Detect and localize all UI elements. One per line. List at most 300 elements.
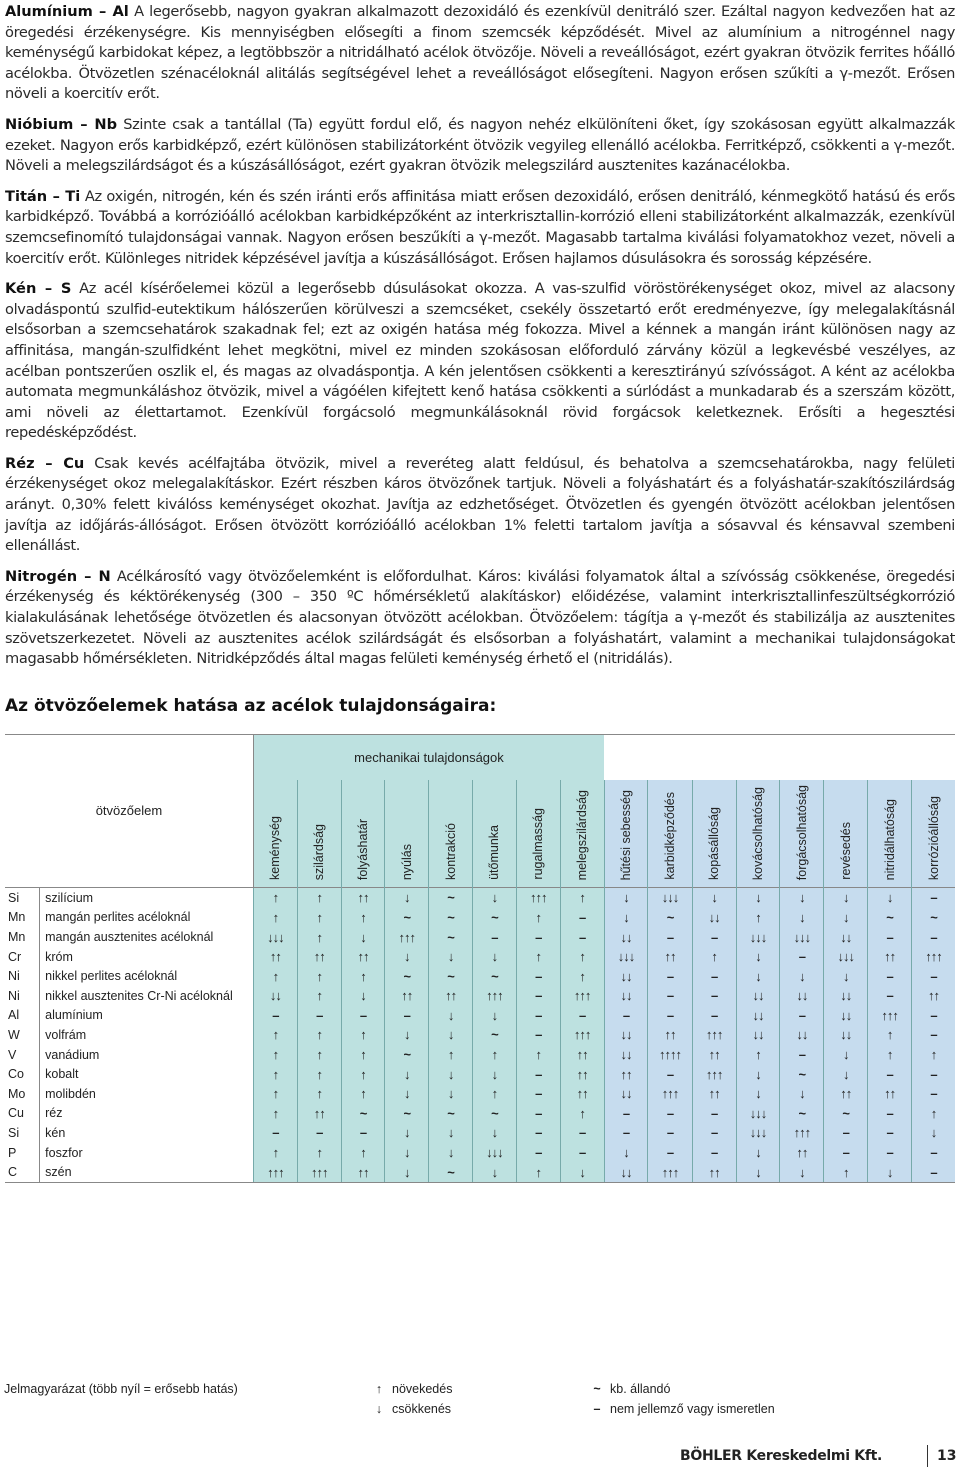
effect-cell — [385, 947, 429, 967]
column-header-label: folyáshatár — [356, 818, 370, 881]
effect-symbol: ↓ — [755, 1066, 761, 1082]
effect-cell — [648, 1025, 692, 1045]
effect-symbol: ↑↑ — [576, 1047, 588, 1063]
effect-cell — [824, 927, 868, 947]
effect-symbol: – — [798, 1047, 805, 1063]
alloy-effects-table — [5, 734, 955, 1183]
effect-symbol: – — [535, 1086, 542, 1102]
table-row — [5, 1006, 955, 1026]
effect-cell — [472, 947, 516, 967]
column-header-label: nitridálhatóság — [882, 798, 897, 881]
effect-symbol: – — [842, 1145, 849, 1161]
effect-cell — [604, 1025, 648, 1045]
effect-symbol: – — [535, 1145, 542, 1161]
effect-symbol: ~ — [666, 909, 674, 925]
effect-symbol: ↓↓ — [840, 929, 852, 945]
effect-cell — [736, 947, 780, 967]
effect-symbol: ↓ — [842, 1066, 849, 1082]
effect-cell — [692, 1104, 736, 1124]
effect-symbol: ↓↓ — [796, 988, 808, 1004]
column-header-label: kopásállóság — [707, 807, 722, 881]
table-row — [5, 1143, 955, 1163]
effect-symbol: ~ — [403, 1105, 411, 1121]
effect-symbol: ↓ — [491, 1125, 498, 1141]
effect-symbol: – — [930, 1145, 937, 1161]
effect-symbol: ↑ — [535, 1047, 542, 1063]
effect-cell — [780, 986, 824, 1006]
effect-symbol: ↑↑↑ — [530, 890, 547, 906]
effect-cell — [560, 1104, 604, 1124]
effect-symbol: ↓ — [447, 1027, 454, 1043]
effect-cell — [297, 1162, 341, 1182]
effect-symbol: ↓ — [404, 1145, 410, 1161]
column-header — [385, 780, 429, 888]
effect-cell — [736, 888, 780, 908]
effect-cell — [736, 1162, 780, 1182]
element-name: kobalt — [45, 1067, 79, 1082]
effect-cell — [604, 986, 648, 1006]
element-symbol: P — [5, 1143, 40, 1163]
effect-cell — [780, 1006, 824, 1026]
effect-symbol: – — [886, 1125, 893, 1141]
effect-cell — [824, 947, 868, 967]
effect-symbol: ↑ — [316, 1047, 322, 1063]
effect-symbol: ↓↓ — [620, 1027, 632, 1043]
effect-cell — [736, 1025, 780, 1045]
effect-symbol: ~ — [491, 1105, 498, 1121]
effect-cell — [604, 1045, 648, 1065]
table-header-row-1 — [5, 734, 955, 780]
effect-cell — [736, 1143, 780, 1163]
effect-cell — [560, 1064, 604, 1084]
column-header — [472, 780, 516, 888]
effect-cell — [648, 1162, 692, 1182]
effect-symbol: – — [272, 1125, 279, 1141]
effect-cell — [341, 986, 385, 1006]
effect-cell — [780, 1143, 824, 1163]
effect-symbol: ↑↑ — [357, 949, 369, 965]
effect-symbol: – — [886, 988, 893, 1004]
effect-symbol: ~ — [491, 1027, 498, 1043]
effect-symbol: ↓ — [447, 1066, 454, 1082]
effect-cell — [868, 966, 912, 986]
paragraph-heading: Titán – Ti — [5, 187, 81, 205]
effect-cell — [385, 1143, 429, 1163]
effect-cell — [560, 1025, 604, 1045]
effect-cell — [516, 986, 560, 1006]
legend-increase — [370, 1382, 452, 1396]
effect-cell — [297, 927, 341, 947]
effect-cell — [297, 1064, 341, 1084]
effect-symbol: ↑ — [579, 890, 585, 906]
element-name: vanádium — [45, 1047, 100, 1062]
effect-cell — [692, 1064, 736, 1084]
effect-symbol: ↓ — [623, 890, 629, 906]
effect-cell — [604, 1143, 648, 1163]
column-header — [868, 780, 912, 888]
effect-symbol: ~ — [403, 1047, 411, 1063]
effect-symbol: – — [622, 1125, 630, 1141]
effect-symbol: ↓ — [404, 1164, 410, 1180]
effect-cell — [297, 908, 341, 928]
effect-cell — [648, 1064, 692, 1084]
effect-symbol: ↓ — [799, 968, 805, 984]
effect-symbol: ~ — [447, 890, 454, 906]
effect-cell — [297, 966, 341, 986]
effect-cell — [736, 1084, 780, 1104]
effect-cell — [868, 1123, 912, 1143]
effect-symbol: ↓ — [799, 1086, 805, 1102]
effect-cell — [516, 1006, 560, 1026]
effect-cell — [736, 908, 780, 928]
footer-brand: BÖHLER Kereskedelmi Kft. — [680, 1448, 883, 1464]
effect-cell — [868, 1064, 912, 1084]
effect-cell — [516, 927, 560, 947]
effect-symbol: ↓↓ — [752, 1007, 764, 1023]
effect-cell — [692, 947, 736, 967]
effect-cell — [692, 1006, 736, 1026]
effect-cell — [341, 927, 385, 947]
effect-symbol: ↓ — [842, 890, 849, 906]
effect-symbol: ↓ — [404, 1125, 410, 1141]
effect-symbol: – — [930, 929, 937, 945]
effect-cell — [516, 966, 560, 986]
effect-symbol: ↓↓ — [752, 1027, 764, 1043]
effect-symbol: ↓↓ — [840, 1007, 852, 1023]
effect-cell — [385, 1104, 429, 1124]
effect-symbol: – — [666, 1105, 674, 1121]
effect-cell — [824, 1162, 868, 1182]
effect-symbol: ↑↑ — [269, 949, 281, 965]
effect-cell — [912, 1104, 955, 1124]
effect-cell — [516, 1064, 560, 1084]
effect-symbol: ↓ — [360, 988, 366, 1004]
paragraph-heading: Kén – S — [5, 280, 72, 298]
effect-symbol: ↑↑↑ — [793, 1125, 811, 1141]
column-header — [516, 780, 560, 888]
effect-cell — [297, 1025, 341, 1045]
effect-symbol: ↓ — [447, 1125, 454, 1141]
effect-symbol: ↑ — [272, 1047, 279, 1063]
effect-symbol: ↓ — [491, 949, 498, 965]
table-row — [5, 1064, 955, 1084]
effect-symbol: – — [710, 1105, 718, 1121]
tilde-icon: ~ — [593, 1382, 601, 1396]
effect-cell — [604, 1123, 648, 1143]
column-header-label: nyúlás — [399, 843, 414, 881]
effect-symbol: ↓↓ — [796, 1027, 808, 1043]
effect-cell — [253, 1162, 297, 1182]
effect-symbol: ↑ — [316, 909, 322, 925]
effect-cell — [648, 986, 692, 1006]
effect-cell — [429, 1104, 473, 1124]
effect-cell — [604, 1064, 648, 1084]
column-header — [604, 780, 648, 888]
effect-symbol: ↑↑↑ — [705, 1027, 723, 1043]
effect-cell — [912, 927, 955, 947]
effect-cell — [604, 888, 648, 908]
effect-cell — [824, 1084, 868, 1104]
arrow-up-icon: ↑ — [375, 1382, 383, 1396]
element-symbol: V — [5, 1045, 40, 1065]
effect-symbol: – — [666, 1007, 674, 1023]
effect-cell — [341, 1045, 385, 1065]
effect-symbol: ↓↓ — [708, 909, 720, 925]
effect-symbol: ↓↓↓ — [661, 890, 679, 906]
effect-symbol: ↓↓↓ — [486, 1145, 503, 1161]
effect-cell — [824, 908, 868, 928]
effect-symbol: ~ — [403, 909, 411, 925]
effect-symbol: ↓ — [842, 968, 849, 984]
effect-cell — [692, 1143, 736, 1163]
effect-symbol: ~ — [491, 968, 498, 984]
effect-cell — [604, 1006, 648, 1026]
table-row — [5, 947, 955, 967]
effect-cell — [560, 1084, 604, 1104]
effect-symbol: ↓ — [755, 968, 761, 984]
effect-symbol: – — [710, 929, 718, 945]
effect-cell — [604, 966, 648, 986]
effect-symbol: – — [359, 1125, 367, 1141]
effect-cell — [824, 1006, 868, 1026]
paragraph-niobium — [5, 115, 955, 177]
effect-cell — [297, 888, 341, 908]
effect-cell — [736, 1123, 780, 1143]
effect-cell — [560, 966, 604, 986]
effect-symbol: ↓ — [755, 890, 761, 906]
effect-cell — [341, 1084, 385, 1104]
effect-symbol: ↑ — [535, 1164, 542, 1180]
effect-symbol: ~ — [447, 1164, 454, 1180]
table-row — [5, 986, 955, 1006]
effect-symbol: – — [710, 1007, 718, 1023]
effect-symbol: – — [272, 1007, 279, 1023]
effect-symbol: ↓ — [711, 890, 717, 906]
effect-cell — [429, 986, 473, 1006]
element-symbol: Cu — [5, 1104, 40, 1124]
effect-symbol: ↑↑ — [928, 988, 939, 1004]
effect-cell — [472, 986, 516, 1006]
effect-symbol: – — [316, 1125, 323, 1141]
effect-symbol: ↑↑↑ — [661, 1086, 679, 1102]
effect-symbol: ↓ — [755, 1145, 761, 1161]
effect-cell — [429, 927, 473, 947]
effect-cell — [604, 908, 648, 928]
effect-cell — [516, 1025, 560, 1045]
effect-cell — [516, 1084, 560, 1104]
effect-symbol: ↓ — [755, 1086, 761, 1102]
column-header — [429, 780, 473, 888]
effect-symbol: – — [930, 968, 937, 984]
element-name: alumínium — [45, 1008, 103, 1023]
effect-cell — [385, 1064, 429, 1084]
column-header-label: korrózióállóság — [926, 795, 941, 881]
effect-cell — [560, 927, 604, 947]
effect-cell — [385, 888, 429, 908]
effect-symbol: ↑ — [316, 968, 322, 984]
effect-symbol: ↑ — [491, 1086, 498, 1102]
effect-symbol: ↓ — [930, 1125, 937, 1141]
effect-symbol: ↑ — [360, 1027, 366, 1043]
effect-symbol: ↓↓ — [620, 968, 632, 984]
effect-cell — [385, 1045, 429, 1065]
effect-cell — [253, 1104, 297, 1124]
effect-symbol: ↑↑ — [313, 1105, 325, 1121]
effect-symbol: ↑ — [360, 1145, 366, 1161]
effect-symbol: ↑ — [360, 909, 366, 925]
effect-symbol: – — [535, 1066, 542, 1082]
effect-symbol: ↑ — [272, 909, 279, 925]
effect-cell — [429, 1045, 473, 1065]
effect-cell — [253, 888, 297, 908]
column-header — [297, 780, 341, 888]
effect-cell — [341, 908, 385, 928]
effect-cell — [560, 1143, 604, 1163]
effect-cell — [253, 1084, 297, 1104]
effect-cell — [253, 908, 297, 928]
effect-symbol: – — [930, 1164, 937, 1180]
effect-symbol: – — [886, 1105, 893, 1121]
effect-cell — [297, 947, 341, 967]
header-spacer — [604, 734, 955, 780]
effect-symbol: ↑ — [272, 1066, 279, 1082]
effect-symbol: – — [535, 988, 542, 1004]
effect-cell — [648, 908, 692, 928]
effect-symbol: ↑ — [360, 1066, 366, 1082]
effect-symbol: – — [535, 929, 542, 945]
effect-symbol: ↓ — [404, 890, 410, 906]
element-symbol: Mn — [5, 927, 40, 947]
effect-symbol: – — [579, 1125, 586, 1141]
effect-cell — [780, 966, 824, 986]
effect-symbol: – — [535, 968, 542, 984]
effect-symbol: ↑↑ — [884, 949, 896, 965]
effect-symbol: ↑ — [755, 909, 761, 925]
effect-cell — [648, 1045, 692, 1065]
effect-symbol: ↓ — [799, 1164, 805, 1180]
effect-cell — [560, 888, 604, 908]
effect-symbol: – — [316, 1007, 323, 1023]
effect-cell — [429, 947, 473, 967]
effect-symbol: – — [710, 988, 718, 1004]
effect-symbol: ↓ — [886, 1164, 893, 1180]
effect-cell — [385, 966, 429, 986]
effect-cell — [516, 908, 560, 928]
effect-cell — [868, 1045, 912, 1065]
table-row — [5, 1162, 955, 1182]
effect-symbol: ↑ — [316, 929, 322, 945]
effect-symbol: – — [622, 1007, 630, 1023]
effect-symbol: – — [666, 1125, 674, 1141]
effect-symbol: ↓ — [579, 1164, 585, 1180]
effect-symbol: ↓↓ — [620, 1164, 632, 1180]
effect-cell — [385, 927, 429, 947]
legend-constant-label: kb. állandó — [610, 1382, 671, 1396]
effect-cell — [253, 1123, 297, 1143]
effect-cell — [253, 966, 297, 986]
legend-decrease — [370, 1402, 451, 1416]
effect-cell — [648, 1084, 692, 1104]
effect-cell — [297, 1104, 341, 1124]
effect-symbol: ↑ — [272, 968, 279, 984]
effect-cell — [780, 947, 824, 967]
legend-constant — [588, 1382, 670, 1396]
effect-symbol: ↑ — [316, 1027, 322, 1043]
effect-cell — [253, 986, 297, 1006]
effect-symbol: ↓↓↓ — [749, 929, 767, 945]
element-symbol: Al — [5, 1006, 40, 1026]
effect-cell — [912, 986, 955, 1006]
effect-cell — [604, 947, 648, 967]
effect-symbol: ↑ — [886, 1027, 893, 1043]
effect-symbol: ↑↑ — [708, 1086, 720, 1102]
effect-cell — [780, 1162, 824, 1182]
effect-symbol: ↑ — [272, 1105, 279, 1121]
element-name: nikkel ausztenites Cr-Ni acéloknál — [45, 988, 233, 1003]
effect-symbol: ↑↑↑ — [267, 1164, 284, 1180]
paragraph-heading: Réz – Cu — [5, 454, 85, 472]
effect-symbol: ↓ — [623, 909, 629, 925]
effect-symbol: ↑ — [535, 949, 542, 965]
effect-symbol: ↓↓ — [620, 988, 632, 1004]
effect-symbol: ↑ — [755, 1047, 761, 1063]
effect-symbol: ↓ — [799, 909, 805, 925]
effect-cell — [253, 1006, 297, 1026]
page-number: 13 — [937, 1448, 957, 1464]
paragraphs — [5, 2, 955, 670]
effect-symbol: ↑ — [316, 890, 322, 906]
element-symbol: Mn — [5, 908, 40, 928]
effect-symbol: ~ — [403, 968, 411, 984]
effect-cell — [648, 927, 692, 947]
effect-cell — [516, 1104, 560, 1124]
paragraph-heading: Nitrogén – N — [5, 567, 111, 585]
paragraph-titan — [5, 187, 955, 269]
effect-symbol: ↓↓ — [752, 988, 764, 1004]
effect-cell — [648, 1006, 692, 1026]
effect-cell — [472, 888, 516, 908]
legend-none-label: nem jellemző vagy ismeretlen — [610, 1402, 775, 1416]
effect-symbol: ↑↑↑ — [573, 1027, 591, 1043]
effect-cell — [824, 1143, 868, 1163]
effect-symbol: – — [666, 929, 674, 945]
effect-cell — [648, 1104, 692, 1124]
column-header — [736, 780, 780, 888]
effect-cell — [472, 1025, 516, 1045]
effect-cell — [429, 908, 473, 928]
effect-symbol: ~ — [886, 909, 893, 925]
effect-cell — [253, 1064, 297, 1084]
paragraph-heading: Alumínium – Al — [5, 3, 129, 20]
element-name: mangán ausztenites acéloknál — [45, 930, 214, 944]
effect-cell — [472, 1123, 516, 1143]
effect-symbol: ↑↑↑ — [573, 988, 591, 1004]
effect-cell — [912, 1045, 955, 1065]
column-header-label: revésedés — [838, 822, 853, 881]
effect-cell — [692, 986, 736, 1006]
effect-symbol: ↑ — [272, 1145, 279, 1161]
effect-cell — [297, 1123, 341, 1143]
effect-symbol: ~ — [447, 909, 454, 925]
effect-cell — [341, 888, 385, 908]
effect-cell — [912, 1025, 955, 1045]
effect-cell — [604, 1084, 648, 1104]
table-row — [5, 1084, 955, 1104]
effect-cell — [472, 1104, 516, 1124]
effect-symbol: ↓↓ — [840, 988, 852, 1004]
effect-cell — [385, 986, 429, 1006]
effect-symbol: – — [930, 1066, 937, 1082]
